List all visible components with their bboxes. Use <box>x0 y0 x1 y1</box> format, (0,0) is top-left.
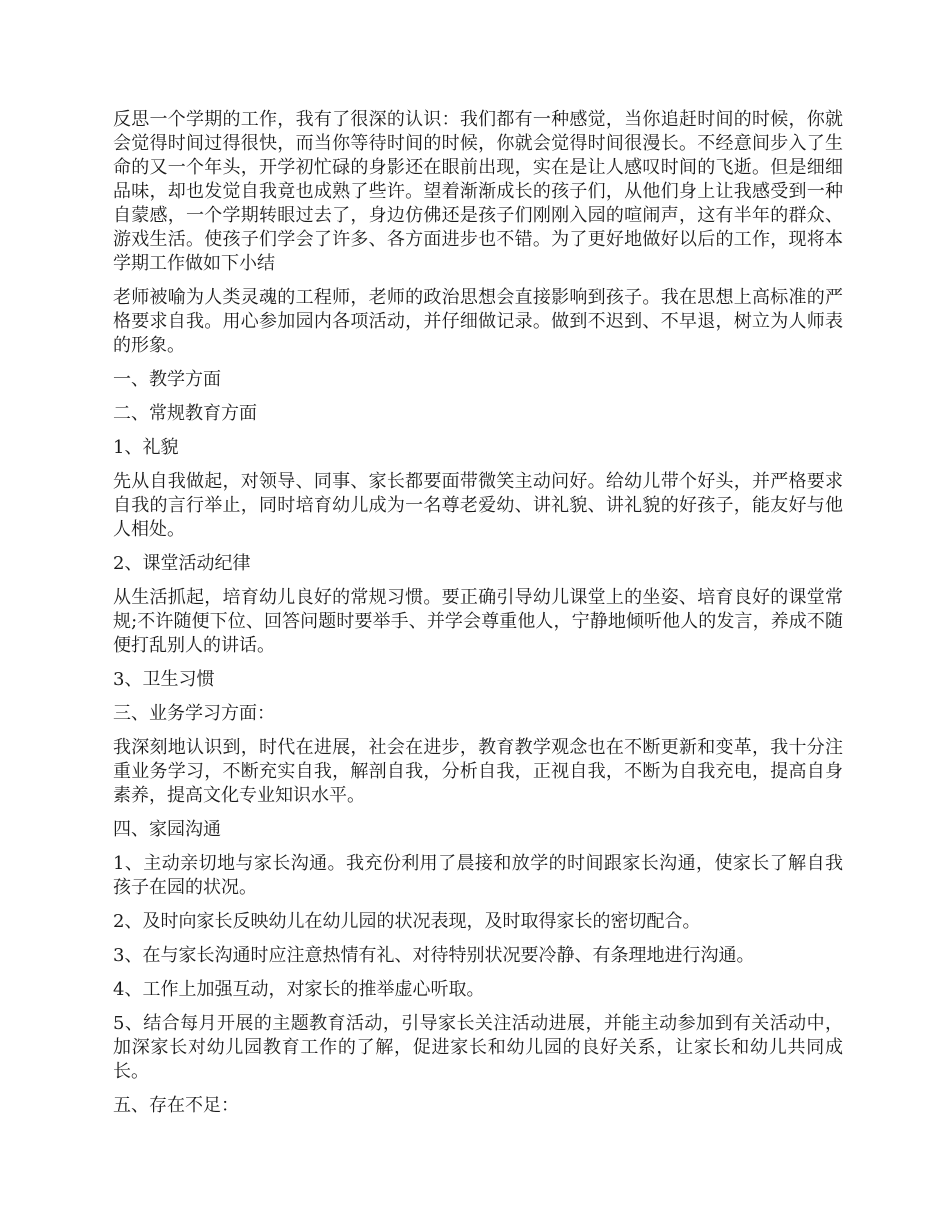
section-heading-shortcomings: 五、存在不足： <box>113 1095 239 1116</box>
communication-item-5: 5、结合每月开展的主题教育活动，引导家长关注活动进展，并能主动参加到有关活动中，加深家长对幼儿园教育工作的了解，促进家长和幼儿园的良好关系，让家长和幼儿共同成长。 <box>113 1013 843 1082</box>
document-body <box>113 108 843 1128</box>
subheading-hygiene: 3、卫生习惯 <box>113 669 215 690</box>
section-heading-communication: 四、家园沟通 <box>113 819 221 840</box>
communication-item-3: 3、在与家长沟通时应注意热情有礼、对待特别状况要冷静、有条理地进行沟通。 <box>113 945 755 966</box>
ideology-paragraph: 老师被喻为人类灵魂的工程师，老师的政治思想会直接影响到孩子。我在思想上高标准的严格要求自我。用心参加园内各项活动，并仔细做记录。做到不迟到、不早退，树立为人师表的形象。 <box>113 287 843 356</box>
subheading-courtesy: 1、礼貌 <box>113 437 179 458</box>
subheading-classroom-discipline: 2、课堂活动纪律 <box>113 553 251 574</box>
section-heading-study: 三、业务学习方面： <box>113 703 275 724</box>
courtesy-paragraph: 先从自我做起，对领导、同事、家长都要面带微笑主动问好。给幼儿带个好头，并严格要求自我的言行举止，同时培育幼儿成为一名尊老爱幼、讲礼貌、讲礼貌的好孩子，能友好与他人相处。 <box>113 471 843 540</box>
communication-item-1: 1、主动亲切地与家长沟通。我充份利用了晨接和放学的时间跟家长沟通，使家长了解自我孩子在园的状况。 <box>113 853 843 898</box>
study-paragraph: 我深刻地认识到，时代在进展，社会在进步，教育教学观念也在不断更新和变革，我十分注重业务学习，不断充实自我，解剖自我，分析自我，正视自我，不断为自我充电，提高自身素养，提高文化专业知识水平。 <box>113 737 843 806</box>
intro-paragraph: 反思一个学期的工作，我有了很深的认识：我们都有一种感觉，当你追赶时间的时候，你就会觉得时间过得很快，而当你等待时间的时候，你就会觉得时间很漫长。不经意间步入了生命的又一个年头，开学初忙碌的身影还在眼前出现，实在是让人感叹时间的飞逝。但是细细品味，却也发觉自我竟也成熟了些许。望着渐渐成长的孩子们，从他们身上让我感受到一种自蒙感，一个学期转眼过去了，身边仿佛还是孩子们刚刚入园的喧闹声，这有半年的群众、游戏生活。使孩子们学会了许多、各方面进步也不错。为了更好地做好以后的工作，现将本学期工作做如下小结 <box>113 109 843 274</box>
section-heading-teaching: 一、教学方面 <box>113 369 221 390</box>
classroom-discipline-paragraph: 从生活抓起，培育幼儿良好的常规习惯。要正确引导幼儿课堂上的坐姿、培育良好的课堂常规;不许随便下位、回答问题时要举手、并学会尊重他人，宁静地倾听他人的发言，养成不随便打乱别人的讲话。 <box>113 587 843 656</box>
communication-item-2: 2、及时向家长反映幼儿在幼儿园的状况表现，及时取得家长的密切配合。 <box>113 911 701 932</box>
section-heading-routine: 二、常规教育方面 <box>113 403 257 424</box>
communication-item-4: 4、工作上加强互动，对家长的推举虚心听取。 <box>113 979 485 1000</box>
